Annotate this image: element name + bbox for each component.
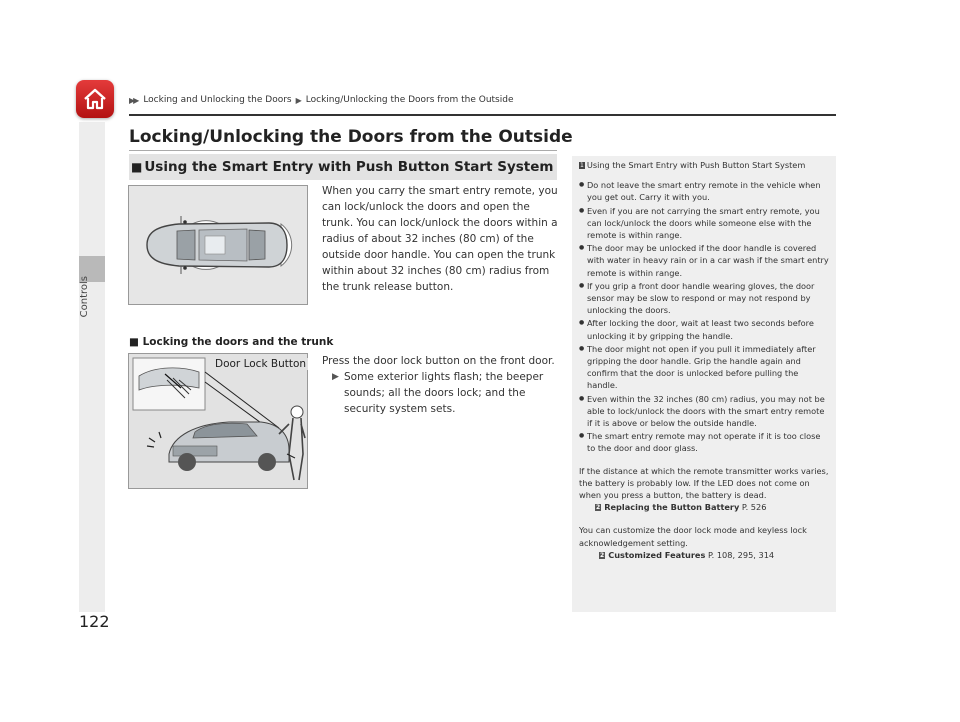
list-item: ● Even within the 32 inches (80 cm) radius, you may not be able to lock/unlock the doors with the smart entry remote if it is above or below the outside handle. bbox=[579, 393, 830, 430]
breadcrumb-link-from-outside[interactable]: Locking/Unlocking the Doors from the Outside bbox=[305, 95, 514, 105]
section-heading-text: Using the Smart Entry with Push Button Start System bbox=[144, 159, 554, 175]
lock-result-text: Some exterior lights flash; the beeper sounds; all the doors lock; and the security system sets. bbox=[344, 371, 544, 415]
section-heading bbox=[129, 154, 557, 180]
page-number: 122 bbox=[79, 612, 110, 631]
lock-instruction: Press the door lock button on the front door. bbox=[322, 355, 555, 367]
section-square-icon: ■ bbox=[131, 160, 143, 174]
battery-reference-link[interactable]: Replacing the Button Battery bbox=[604, 502, 740, 513]
customize-reference bbox=[599, 549, 830, 562]
door-lock-button-callout: Door Lock Button bbox=[215, 358, 307, 370]
battery-reference bbox=[595, 501, 830, 514]
smart-entry-range-figure bbox=[128, 185, 308, 305]
subsection-square-icon: ■ bbox=[129, 336, 143, 348]
list-item: ● If you grip a front door handle wearing gloves, the door sensor may be slow to respond or may not respond by unlocking the doors. bbox=[579, 280, 830, 317]
note-heading-text: Using the Smart Entry with Push Button Start System bbox=[586, 160, 806, 170]
title-rule bbox=[129, 150, 557, 151]
lock-result bbox=[332, 369, 558, 417]
breadcrumb bbox=[129, 95, 514, 105]
chapter-sidebar bbox=[79, 122, 105, 612]
subsection-heading-text: Locking the doors and the trunk bbox=[142, 336, 334, 348]
customize-note: You can customize the door lock mode and keyless lock acknowledgement setting. bbox=[579, 525, 807, 548]
list-item: ● The door might not open if you pull it immediately after gripping the door handle. Grip the handle again and confirm that the door is unlocked before pulling the handle. bbox=[579, 343, 830, 392]
battery-note: If the distance at which the remote transmitter works varies, the battery is probably low. If the LED does not come on when you press a button, the battery is dead. bbox=[579, 465, 829, 501]
reference-arrow-icon: 2 bbox=[600, 551, 605, 559]
note-bullet-list bbox=[579, 179, 830, 454]
result-arrow-icon: ▶ bbox=[332, 372, 339, 382]
door-lock-button-figure bbox=[128, 353, 308, 489]
list-item: ● Even if you are not carrying the smart entry remote, you can lock/unlock the doors while someone else with the remote is within range. bbox=[579, 205, 830, 242]
list-item: ● The door may be unlocked if the door handle is covered with water in heavy rain or in a car wash if the smart entry remote is within range. bbox=[579, 242, 830, 279]
note-number-badge: 1 bbox=[580, 162, 584, 169]
customize-reference-link[interactable]: Customized Features bbox=[608, 549, 706, 560]
section-body-text: When you carry the smart entry remote, you can lock/unlock the doors and open the trunk. You can lock/unlock the doors within a radius of about 32 inches (80 cm) of the outside door handle. You can open the trunk within about 32 inches (80 cm) radius from the trunk release button. bbox=[322, 185, 558, 293]
breadcrumb-link-locking-unlocking[interactable]: Locking and Unlocking the Doors bbox=[143, 95, 292, 105]
breadcrumb-arrow-icon: ▶▶ bbox=[129, 95, 138, 105]
reference-arrow-icon: 2 bbox=[596, 504, 601, 512]
home-icon bbox=[82, 86, 108, 112]
home-button[interactable] bbox=[76, 80, 114, 118]
list-item: ● Do not leave the smart entry remote in the vehicle when you get out. Carry it with you. bbox=[579, 179, 830, 203]
customize-reference-pages: P. 108, 295, 314 bbox=[707, 549, 775, 560]
list-item: ● The smart entry remote may not operate if it is too close to the door and door glass. bbox=[579, 430, 830, 454]
list-item: ● After locking the door, wait at least two seconds before unlocking it by gripping the handle. bbox=[579, 317, 830, 341]
chapter-label: Controls bbox=[79, 276, 90, 318]
page-title: Locking/Unlocking the Doors from the Outside bbox=[129, 127, 573, 147]
note-heading bbox=[579, 159, 830, 172]
header-rule bbox=[129, 114, 836, 116]
breadcrumb-arrow-icon: ▶ bbox=[295, 95, 300, 105]
subsection-heading bbox=[129, 336, 333, 348]
battery-reference-page: P. 526 bbox=[741, 502, 767, 513]
note-panel bbox=[572, 156, 836, 612]
